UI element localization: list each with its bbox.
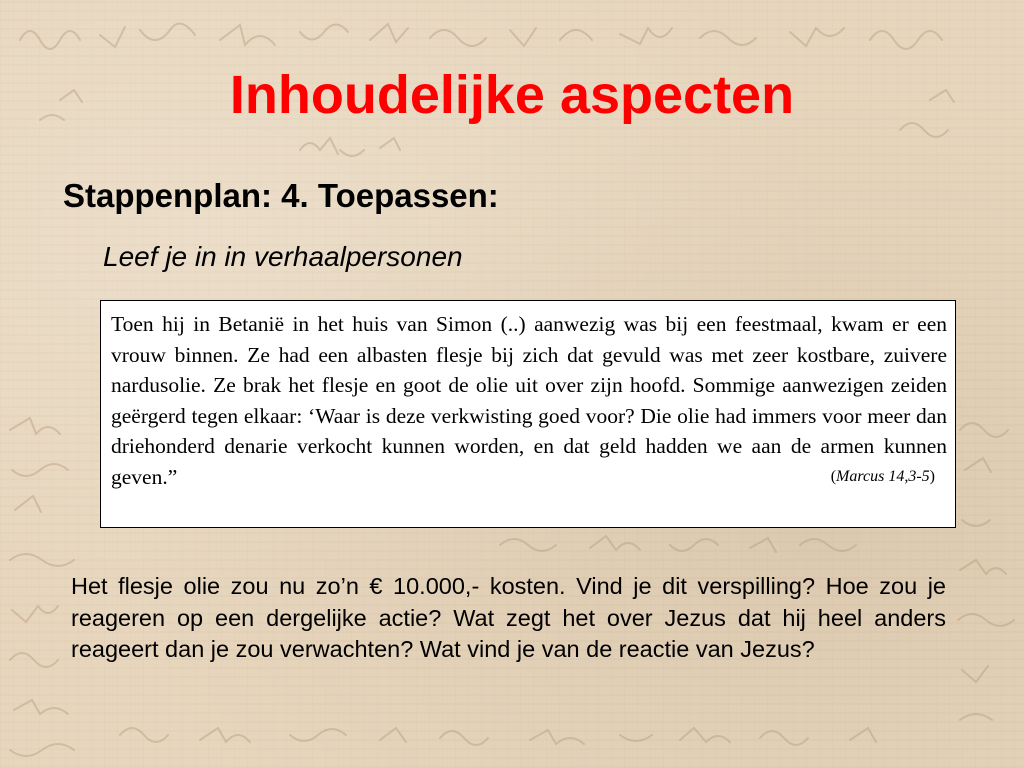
bible-quote-box — [100, 300, 956, 528]
instruction-text: Leef je in in verhaalpersonen — [103, 241, 463, 272]
reference-close: ) — [929, 467, 935, 485]
reference-open: ( — [830, 467, 837, 485]
step-heading: Stappenplan: 4. Toepassen: — [63, 177, 499, 214]
reflection-questions: Het flesje olie zou nu zo’n € 10.000,- kosten. Vind je dit verspilling? Hoe zou je reageren op een dergelijke actie? Wat zegt het over Jezus dat hij heel anders reageert dan je zou verwachten? Wat vind je van de reactie van Jezus? — [71, 573, 946, 662]
bible-reference — [831, 462, 935, 493]
reference-text: Marcus 14,3-5 — [836, 467, 930, 485]
bible-quote — [111, 309, 947, 492]
bible-quote-text: Toen hij in Betanië in het huis van Simon (..) aanwezig was bij een feestmaal, kwam er een vrouw binnen. Ze had een albasten flesje bij zich dat gevuld was met zeer kostbare, zuivere nardusolie. Ze brak het flesje en goot de olie uit over zijn hoofd. Sommige aanwezigen zeiden geërgerd tegen elkaar: ‘Waar is deze verkwisting goed voor? Die olie had immers voor meer dan driehonderd denarie verkocht kunnen worden, en dat geld hadden we aan de armen kunnen geven.” — [111, 312, 947, 489]
slide-title: Inhoudelijke aspecten — [229, 65, 795, 125]
